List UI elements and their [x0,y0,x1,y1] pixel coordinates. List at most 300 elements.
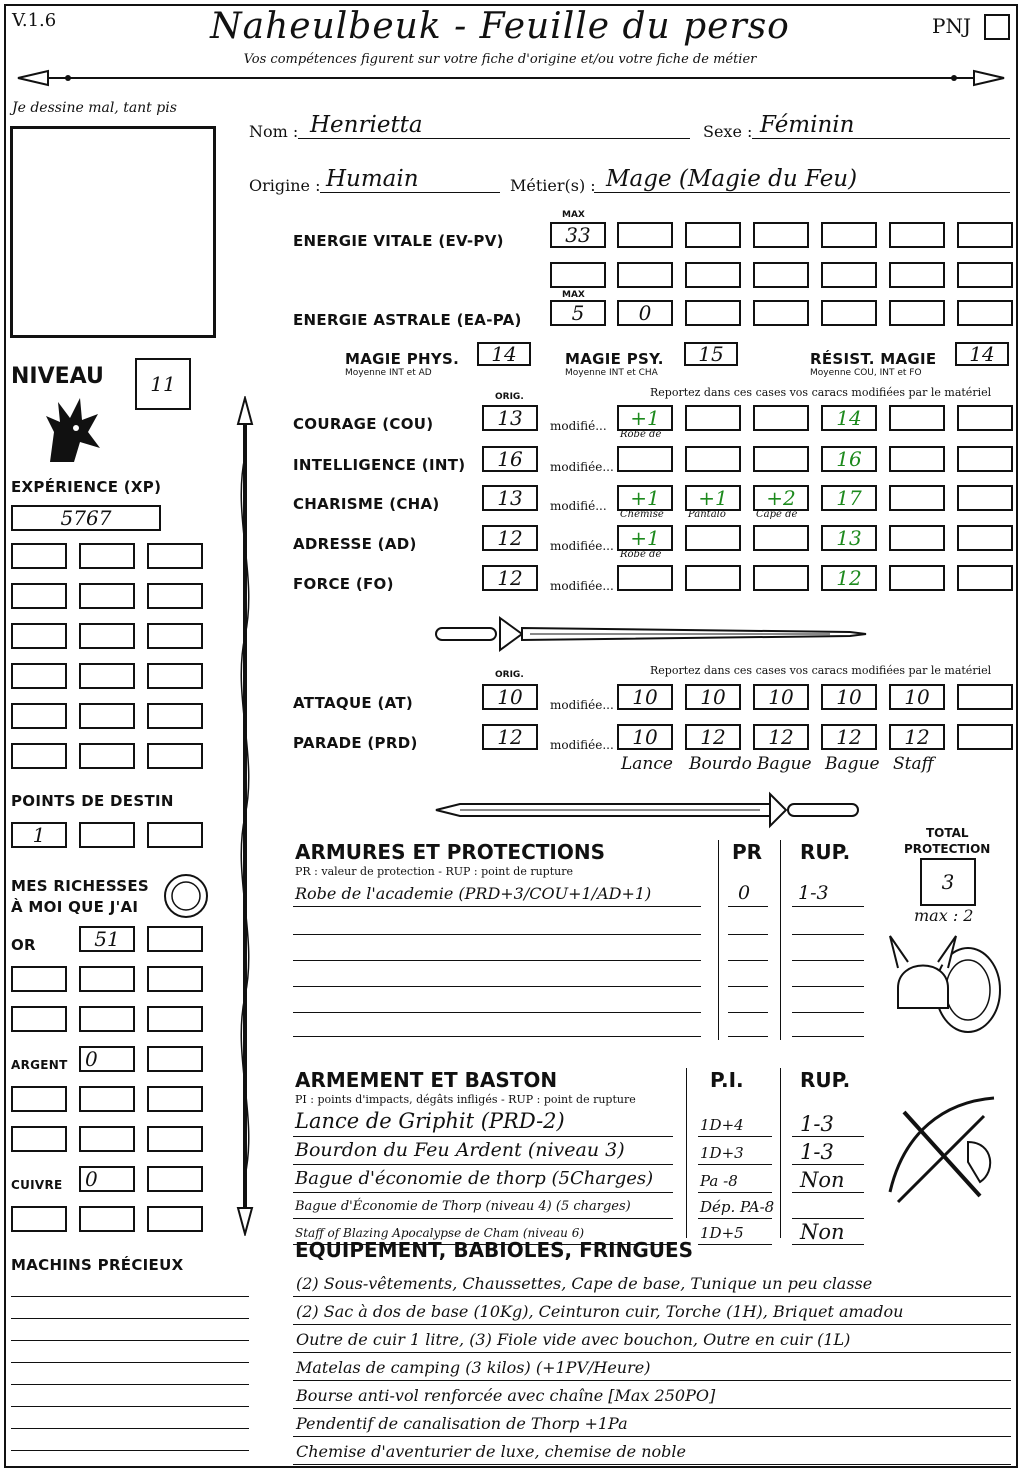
weapon-line[interactable] [293,1136,673,1137]
combat-cell-value: 10 [632,685,658,709]
stat-orig-box[interactable] [482,405,538,431]
weapon-item-name[interactable]: Lance de Griphit (PRD-2) [295,1109,565,1133]
armor-rup-line[interactable] [792,934,864,935]
stat-modif-label: modifié... [550,419,607,433]
magie-psy-label: MAGIE PSY. [565,350,664,368]
weapon-rup-line[interactable] [792,1218,864,1219]
money-box-a2[interactable] [79,966,135,992]
xp-grid-box[interactable] [147,743,203,769]
resist-magie-sub: Moyenne COU, INT et FO [810,368,922,378]
metier-label: Métier(s) : [510,176,596,195]
weapon-item-rup[interactable]: Non [800,1168,845,1192]
weapon-pi-line[interactable] [698,1136,772,1137]
armor-pr-line[interactable] [728,960,768,961]
ev-max-box[interactable] [550,222,606,248]
magie-psy-box[interactable] [684,342,738,366]
stat-cell-value: 13 [836,526,862,550]
xp-grid-box[interactable] [147,663,203,689]
stat-cell[interactable] [821,405,877,431]
ev-box[interactable] [753,222,809,248]
combat-cell[interactable] [821,684,877,710]
stat-cell-value: 12 [836,566,862,590]
total-protection-label-1: TOTAL [926,826,969,840]
xp-grid-box[interactable] [11,703,67,729]
or-box-2[interactable] [147,926,203,952]
money-box-c3[interactable] [147,1086,203,1112]
weapon-item-rup[interactable]: Non [800,1220,845,1244]
armor-line[interactable] [293,960,701,961]
money-box-e2[interactable] [79,1206,135,1232]
money-box-d1[interactable] [11,1126,67,1152]
combat-cell[interactable] [753,724,809,750]
combat-orig-value: 12 [497,725,523,749]
stat-cell[interactable] [685,405,741,431]
total-protection-label-2: PROTECTION [904,842,991,856]
stat-orig-box[interactable] [482,446,538,472]
machins-line[interactable] [11,1296,249,1297]
weapon-pi-line[interactable] [698,1218,772,1219]
machins-label: MACHINS PRÉCIEUX [11,1256,184,1274]
destin-box-2[interactable] [79,822,135,848]
argent-value: 0 [85,1047,98,1071]
ea-max-value: 5 [571,301,585,325]
machins-line[interactable] [11,1318,249,1319]
money-box-b3[interactable] [147,1006,203,1032]
combat-cell[interactable] [821,724,877,750]
destin-box[interactable] [11,822,67,848]
weapon-item-rup[interactable]: 1-3 [800,1140,834,1164]
weapons-divider-1 [686,1068,687,1238]
xp-grid-box[interactable] [79,623,135,649]
machins-line[interactable] [11,1450,249,1451]
ev-box[interactable] [957,222,1013,248]
xp-box[interactable] [11,505,161,531]
xp-grid-box[interactable] [11,583,67,609]
money-box-e1[interactable] [11,1206,67,1232]
stats-note: Reportez dans ces cases vos caracs modifiées par le matériel [650,386,992,399]
armor-item-rup[interactable]: 1-3 [798,882,829,904]
equipment-item[interactable]: Pendentif de canalisation de Thorp +1Pa [296,1414,628,1433]
weapons-divider-2 [780,1068,781,1238]
cuivre-value: 0 [85,1167,98,1191]
combat-modif-label: modifiée... [550,698,614,712]
stat-cell-tag: Chemise [620,509,664,520]
armor-subtitle: PR : valeur de protection - RUP : point de rupture [295,865,573,878]
argent-box-2[interactable] [147,1046,203,1072]
stat-cell[interactable] [685,565,741,591]
magie-psy-sub: Moyenne INT et CHA [565,368,658,378]
ea-box[interactable] [685,300,741,326]
xp-grid-box[interactable] [79,663,135,689]
money-box-a3[interactable] [147,966,203,992]
combat-cell[interactable] [685,724,741,750]
xp-grid-box[interactable] [147,583,203,609]
armor-pr-line[interactable] [728,986,768,987]
stat-label: INTELLIGENCE (INT) [293,456,466,474]
combat-cell[interactable] [957,684,1013,710]
magie-phys-label: MAGIE PHYS. [345,350,460,368]
combat-cell-value: 10 [632,725,658,749]
weapon-line[interactable] [293,1218,673,1219]
stat-orig-value: 13 [497,486,523,510]
ev-box[interactable] [550,262,606,288]
weapon-column-label: Staff [893,754,934,774]
xp-grid-box[interactable] [11,743,67,769]
argent-label: ARGENT [11,1058,68,1072]
stat-orig-box[interactable] [482,485,538,511]
ev-box[interactable] [889,262,945,288]
cuivre-box[interactable] [79,1166,135,1192]
stat-label: ADRESSE (AD) [293,535,417,553]
weapon-item-name[interactable]: Staff of Blazing Apocalypse de Cham (niveau 6) [295,1226,585,1240]
ea-box[interactable] [821,300,877,326]
stat-label: FORCE (FO) [293,575,394,593]
stat-cell[interactable] [753,565,809,591]
equipment-line[interactable] [293,1380,1011,1381]
stat-modif-label: modifiée... [550,539,614,553]
stat-cell[interactable] [889,405,945,431]
or-box[interactable] [79,926,135,952]
combat-cell[interactable] [617,724,673,750]
armor-pr-header: PR [732,840,763,864]
weapon-column-label: Bague [757,754,812,774]
combat-orig-box[interactable] [482,724,538,750]
ev-box[interactable] [821,262,877,288]
destin-label: POINTS DE DESTIN [11,792,174,810]
stat-cell[interactable] [821,485,877,511]
combat-cell-value: 12 [768,725,794,749]
armor-pr-line[interactable] [728,934,768,935]
stat-cell[interactable] [821,446,877,472]
resist-magie-label: RÉSIST. MAGIE [810,350,937,368]
armor-pr-line[interactable] [728,1036,768,1037]
ev-max-value: 33 [565,223,591,247]
stat-cell[interactable] [685,485,741,511]
combat-cell[interactable] [957,724,1013,750]
total-protection-max: max : 2 [914,906,974,925]
weapon-item-rup[interactable]: 1-3 [800,1112,834,1136]
weapon-item-pi[interactable]: 1D+3 [700,1144,744,1162]
origine-value: Humain [326,166,419,192]
weapon-column-label: Bourdo [689,754,752,774]
sheet-subtitle: Vos compétences figurent sur votre fiche d'origine et/ou votre fiche de métier [243,52,757,67]
stat-cell-value: +1 [630,406,660,430]
richesses-label-2: À MOI QUE J'AI [11,898,139,916]
equipment-line[interactable] [293,1324,1011,1325]
stat-cell[interactable] [889,485,945,511]
combat-cell-value: 10 [904,685,930,709]
combat-cell-value: 12 [836,725,862,749]
stat-modif-label: modifié... [550,499,607,513]
ev-box[interactable] [753,262,809,288]
weapon-item-pi[interactable]: Dép. PA-8 [700,1198,775,1216]
weapon-column-label: Bague [825,754,880,774]
combat-cell-value: 10 [836,685,862,709]
xp-grid-box[interactable] [79,583,135,609]
header-spear-icon [8,66,1014,90]
stat-orig-box[interactable] [482,565,538,591]
sheet-title: Naheulbeuk - Feuille du perso [210,6,790,47]
stats-orig-label: ORIG. [495,392,524,402]
stat-cell[interactable] [753,405,809,431]
magie-psy-value: 15 [698,342,724,366]
stat-orig-value: 12 [497,526,523,550]
equipment-line[interactable] [293,1436,1011,1437]
weapon-pi-line[interactable] [698,1192,772,1193]
stat-label: COURAGE (COU) [293,415,434,433]
ea-box[interactable] [957,300,1013,326]
combat-cell[interactable] [617,684,673,710]
stat-cell[interactable] [617,446,673,472]
weapon-rup-line[interactable] [792,1192,864,1193]
xp-grid-box[interactable] [147,623,203,649]
weapons-rup-header: RUP. [800,1068,851,1092]
coin-icon [162,872,210,920]
richesses-label-1: MES RICHESSES [11,877,150,895]
stat-cell[interactable] [957,446,1013,472]
money-box-d2[interactable] [79,1126,135,1152]
weapon-pi-line[interactable] [698,1244,772,1245]
weapon-item-name[interactable]: Bourdon du Feu Ardent (niveau 3) [295,1139,625,1161]
equipment-line[interactable] [293,1464,1011,1465]
equipment-line[interactable] [293,1352,1011,1353]
xp-grid-box[interactable] [79,743,135,769]
destin-box-3[interactable] [147,822,203,848]
niveau-label: NIVEAU [11,364,104,389]
xp-grid-box[interactable] [79,543,135,569]
armor-line[interactable] [293,1012,701,1013]
money-box-b2[interactable] [79,1006,135,1032]
cuivre-label: CUIVRE [11,1178,63,1192]
money-box-d3[interactable] [147,1126,203,1152]
stat-cell[interactable] [617,485,673,511]
equipment-item[interactable]: Matelas de camping (3 kilos) (+1PV/Heure) [296,1358,651,1377]
money-box-c1[interactable] [11,1086,67,1112]
nom-label: Nom : [249,122,299,141]
stat-cell-value: 16 [836,447,862,471]
stat-cell[interactable] [753,485,809,511]
stat-cell-value: 14 [836,406,862,430]
weapon-line[interactable] [293,1164,673,1165]
metier-value: Mage (Magie du Feu) [606,166,858,192]
ea-box[interactable] [753,300,809,326]
total-protection-box[interactable] [920,858,976,906]
equipment-item[interactable]: (2) Sous-vêtements, Chaussettes, Cape de base, Tunique un peu classe [296,1274,873,1293]
stat-cell-tag: Robe de [620,549,662,560]
weapons-icon [884,1092,1004,1212]
weapon-item-pi[interactable]: 1D+5 [700,1224,744,1242]
pnj-checkbox[interactable] [984,14,1010,40]
combat-label: ATTAQUE (AT) [293,694,414,712]
armor-title: ARMURES ET PROTECTIONS [295,840,605,864]
sexe-label: Sexe : [703,122,753,141]
money-box-e3[interactable] [147,1206,203,1232]
weapons-subtitle: PI : points d'impacts, dégâts infligés - RUP : point de rupture [295,1093,636,1106]
combat-orig-label: ORIG. [495,670,524,680]
xp-label: EXPÉRIENCE (XP) [11,478,162,496]
ea-current-box[interactable] [617,300,673,326]
armor-item-pr[interactable]: 0 [738,882,751,904]
armor-line[interactable] [293,1036,701,1037]
stat-orig-value: 16 [497,447,523,471]
xp-grid-box[interactable] [147,543,203,569]
stat-cell[interactable] [957,565,1013,591]
stat-modif-label: modifiée... [550,460,614,474]
stat-cell-value: +1 [630,486,660,510]
stat-cell[interactable] [617,525,673,551]
machins-line[interactable] [11,1406,249,1407]
total-protection-value: 3 [941,870,955,894]
combat-orig-value: 10 [497,685,523,709]
money-box-c2[interactable] [79,1086,135,1112]
armor-rup-line[interactable] [792,960,864,961]
or-value: 51 [94,927,120,951]
stat-orig-value: 13 [497,406,523,430]
weapon-rup-line[interactable] [792,1136,864,1137]
ev-box[interactable] [889,222,945,248]
stat-cell[interactable] [889,565,945,591]
stat-cell[interactable] [821,525,877,551]
stat-cell[interactable] [617,565,673,591]
stat-cell-value: +2 [766,486,796,510]
magie-phys-value: 14 [491,342,517,366]
weapon-pi-line[interactable] [698,1164,772,1165]
combat-cell[interactable] [889,684,945,710]
xp-grid-box[interactable] [147,703,203,729]
weapon-rup-line[interactable] [792,1164,864,1165]
stat-cell[interactable] [753,446,809,472]
weapon-item-pi[interactable]: 1D+4 [700,1116,744,1134]
stat-cell-tag: Robe de [620,429,662,440]
ev-box[interactable] [821,222,877,248]
magie-phys-sub: Moyenne INT et AD [345,368,432,378]
equipment-item[interactable]: Chemise d'aventurier de luxe, chemise de noble [296,1442,686,1461]
armor-rup-line[interactable] [792,906,864,907]
combat-cell-value: 10 [768,685,794,709]
stat-cell[interactable] [617,405,673,431]
weapon-line[interactable] [293,1244,673,1245]
combat-orig-box[interactable] [482,684,538,710]
xp-grid-box[interactable] [11,623,67,649]
xp-grid-box[interactable] [11,543,67,569]
armor-divider-1 [718,840,719,1040]
stat-cell-value: 17 [836,486,862,510]
ev-label: ENERGIE VITALE (EV-PV) [293,232,504,250]
stat-cell[interactable] [685,525,741,551]
ea-box[interactable] [889,300,945,326]
combat-cell-value: 12 [904,725,930,749]
armor-divider-2 [780,840,781,1040]
weapon-item-name[interactable]: Bague d'économie de thorp (5Charges) [295,1168,654,1189]
xp-grid-box[interactable] [79,703,135,729]
ea-max-box[interactable] [550,300,606,326]
stat-orig-box[interactable] [482,525,538,551]
pnj-label: PNJ [932,14,971,38]
helmet-shield-icon [888,928,1008,1040]
magie-phys-box[interactable] [477,342,531,366]
equipment-title: EQUIPEMENT, BABIOLES, FRINGUES [295,1238,694,1262]
equipment-line[interactable] [293,1296,1011,1297]
combat-cell-value: 10 [700,685,726,709]
money-box-a1[interactable] [11,966,67,992]
portrait-caption: Je dessine mal, tant pis [12,100,177,116]
armor-line[interactable] [293,934,701,935]
machins-line[interactable] [11,1384,249,1385]
armor-line[interactable] [293,986,701,987]
ev-box[interactable] [685,262,741,288]
ev-box[interactable] [617,222,673,248]
portrait-box[interactable] [10,126,216,338]
sword-icon-2 [430,790,870,830]
nom-value: Henrietta [310,112,423,138]
equipment-line[interactable] [293,1408,1011,1409]
weapon-line[interactable] [293,1192,673,1193]
armor-pr-line[interactable] [728,1012,768,1013]
stat-cell[interactable] [821,565,877,591]
resist-magie-box[interactable] [955,342,1009,366]
machins-line[interactable] [11,1428,249,1429]
ev-box[interactable] [957,262,1013,288]
stat-label: CHARISME (CHA) [293,495,440,513]
money-box-b1[interactable] [11,1006,67,1032]
equipment-item[interactable]: Bourse anti-vol renforcée avec chaîne [Max 250PO] [296,1386,716,1405]
stat-cell[interactable] [889,446,945,472]
ev-max-label: MAX [562,210,585,220]
stat-cell[interactable] [957,525,1013,551]
combat-cell[interactable] [889,724,945,750]
machins-line[interactable] [11,1362,249,1363]
weapon-rup-line[interactable] [792,1244,864,1245]
ea-max-label: MAX [562,290,585,300]
stat-cell[interactable] [685,446,741,472]
armor-rup-line[interactable] [792,1036,864,1037]
armor-rup-line[interactable] [792,1012,864,1013]
version-label: V.1.6 [12,10,57,31]
stat-cell[interactable] [889,525,945,551]
stat-cell-tag: Pantalo [688,509,726,520]
dragon-icon [40,392,104,464]
xp-grid-box[interactable] [11,663,67,689]
equipment-item[interactable]: Outre de cuir 1 litre, (3) Fiole vide avec bouchon, Outre en cuir (1L) [296,1330,851,1349]
stat-cell[interactable] [957,405,1013,431]
sexe-value: Féminin [760,112,855,138]
combat-note: Reportez dans ces cases vos caracs modifiées par le matériel [650,664,992,677]
stat-cell-value: +1 [698,486,728,510]
xp-value: 5767 [60,506,112,530]
stat-cell[interactable] [957,485,1013,511]
equipment-item[interactable]: (2) Sac à dos de base (10Kg), Ceinturon cuir, Torche (1H), Briquet amadou [296,1302,904,1321]
cuivre-box-2[interactable] [147,1166,203,1192]
combat-label: PARADE (PRD) [293,734,418,752]
combat-cell[interactable] [753,684,809,710]
weapon-item-pi[interactable]: Pa -8 [700,1172,738,1190]
armor-pr-line[interactable] [728,906,768,907]
destin-value: 1 [32,823,46,847]
stat-cell[interactable] [753,525,809,551]
machins-line[interactable] [11,1340,249,1341]
armor-line[interactable] [293,906,701,907]
niveau-box[interactable] [135,358,191,410]
weapon-item-name[interactable]: Bague d'Économie de Thorp (niveau 4) (5 charges) [295,1199,631,1214]
ev-box[interactable] [685,222,741,248]
argent-box[interactable] [79,1046,135,1072]
combat-cell[interactable] [685,684,741,710]
armor-item-name[interactable]: Robe de l'academie (PRD+3/COU+1/AD+1) [295,884,652,903]
ev-box[interactable] [617,262,673,288]
armor-rup-line[interactable] [792,986,864,987]
origine-label: Origine : [249,176,321,195]
ea-label: ENERGIE ASTRALE (EA-PA) [293,311,522,329]
